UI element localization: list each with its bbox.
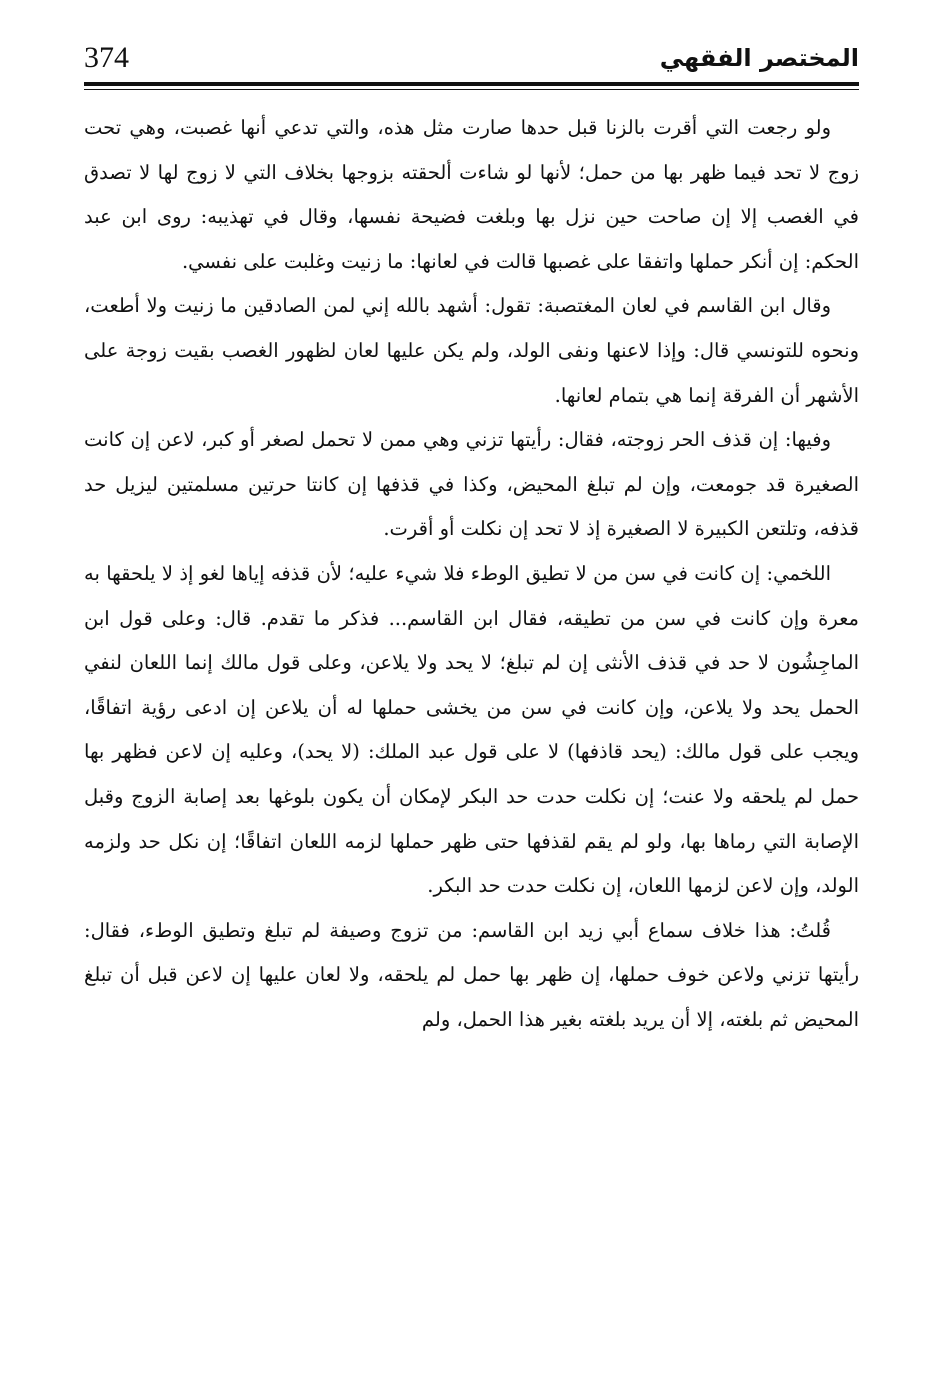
paragraph: ولو رجعت التي أقرت بالزنا قبل حدها صارت مثل هذه، والتي تدعي أنها غصبت، وهي تحت زوج لا تحد فيما ظهر بها من حمل؛ لأنها لو شاءت ألحقته بزوجها بخلاف التي لا زوج لها لا تصدق في الغصب إلا إن صاحت حين نزل بها وبلغت فضيحة نفسها، وقال في تهذيبه: روى ابن عبد الحكم: إن أنكر حملها واتفقا على غصبها قالت في لعانها: ما زنيت وغلبت على نفسي.	[84, 116, 859, 273]
paragraph: وفيها: إن قذف الحر زوجته، فقال: رأيتها تزني وهي ممن لا تحمل لصغر أو كبر، لاعن إن كانت الصغيرة قد جومعت، وإن لم تبلغ المحيض، وكذا في قذفها إن كانتا حرتين مسلمتين ليزيل حد قذفه، وتلتعن الكبيرة لا الصغيرة إذ لا تحد إن نكلت أو أقرت.	[84, 428, 859, 541]
running-title: المختصر الفقهي	[659, 44, 859, 72]
paragraph: قُلتُ: هذا خلاف سماع أبي زيد ابن القاسم: من تزوج وصيفة لم تبلغ وتطيق الوطء، فقال: رأيتها تزني ولاعن خوف حملها، إن ظهر بها حمل لم يلحقه، ولا لعان عليها إن لاعن قبل أن تبلغ المحيض ثم بلغته، إلا أن يريد بلغته بغير هذا الحمل، ولم	[84, 918, 859, 1031]
header-rule-thin	[84, 89, 859, 90]
paragraph: اللخمي: إن كانت في سن من لا تطيق الوطء فلا شيء عليه؛ لأن قذفه إياها لغو إذ لا يلحقها به معرة وإن كانت في سن من تطيقه، فقال ابن القاسم... فذكر ما تقدم. قال: وعلى قول ابن الماجِشُون لا حد في قذف الأنثى إن لم تبلغ؛ لا يحد ولا يلاعن، وعلى قول مالك إنما اللعان لنفي الحمل يحد ولا يلاعن، وإن كانت في سن من يخشى حملها له أن يلاعن إن ادعى رؤية اتفاقًا، ويجب على قول مالك: (يحد قاذفها) لا على قول عبد الملك: (لا يحد)، وعليه إن لاعن فظهر بها حمل لم يلحقه ولا عنت؛ إن نكلت حدت حد البكر لإمكان أن يكون بلوغها بعد إصابة الزوج وقبل الإصابة التي رماها بها، ولو لم يقم لقذفها حتى ظهر حملها لزمه اللعان اتفاقًا؛ إن نكل حد ولزمه الولد، وإن لاعن لزمها اللعان، إن نكلت حدت حد البكر.	[84, 561, 859, 898]
paragraph: وقال ابن القاسم في لعان المغتصبة: تقول: أشهد بالله إني لمن الصادقين ما زنيت ولا أطعت، ونحوه للتونسي قال: وإذا لاعنها ونفى الولد، ولم يكن عليها لعان لظهور الغصب بقيت زوجة على الأشهر أن الفرقة إنما هي بتمام لعانها.	[84, 294, 859, 407]
page-header	[84, 38, 859, 82]
header-rule-thick	[84, 82, 859, 86]
page-number: 374	[84, 41, 129, 74]
body-text	[84, 106, 859, 1042]
